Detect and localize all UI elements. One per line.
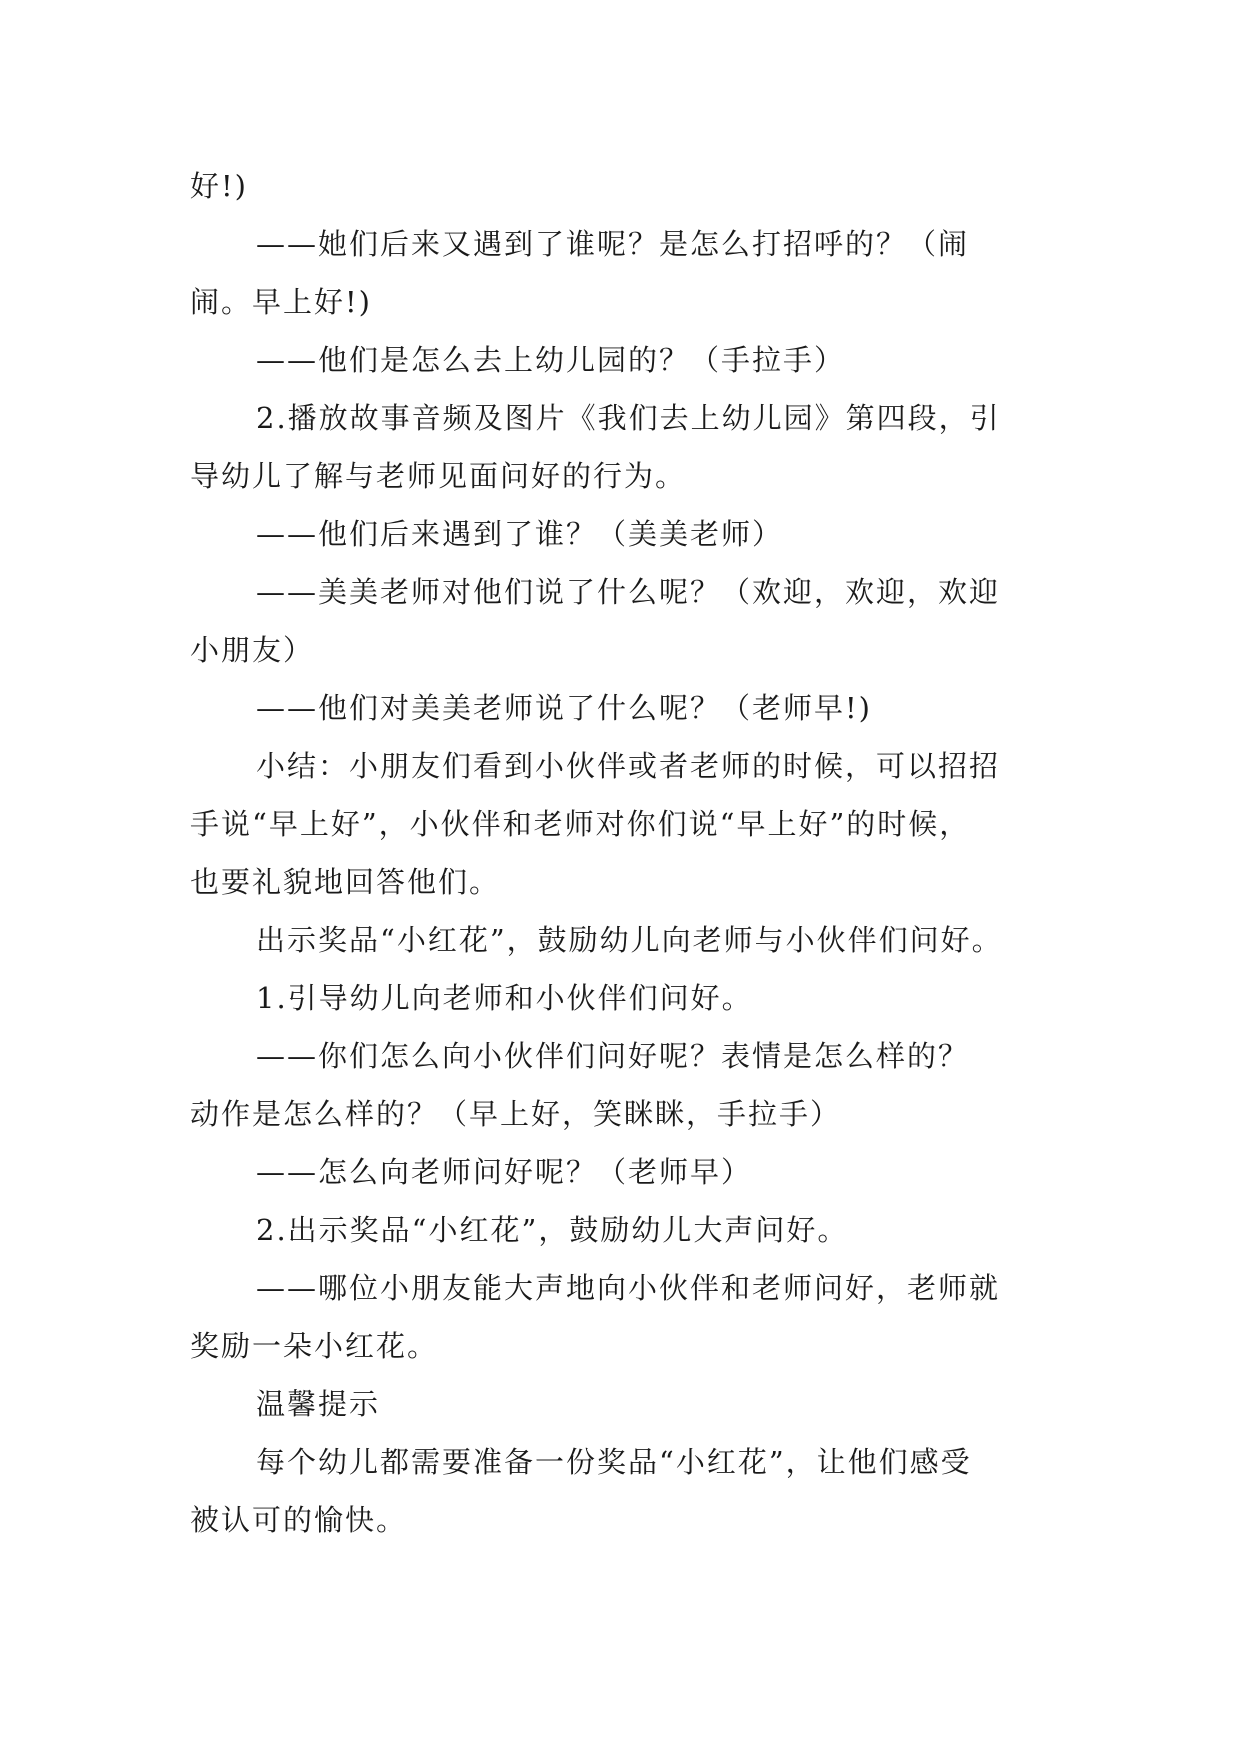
- text-line: ——她们后来又遇到了谁呢？是怎么打招呼的？（闹: [256, 227, 970, 261]
- text-line: ——你们怎么向小伙伴们问好呢？表情是怎么样的？: [256, 1039, 970, 1073]
- text-line: ——美美老师对他们说了什么呢？（欢迎，欢迎，欢迎: [256, 575, 1001, 609]
- text-line: 小朋友）: [190, 633, 315, 667]
- text-line: ——怎么向老师问好呢？（老师早）: [256, 1155, 753, 1189]
- text-line: 导幼儿了解与老师见面问好的行为。: [190, 459, 687, 493]
- text-line: ——他们后来遇到了谁？（美美老师）: [256, 517, 784, 551]
- text-line: 2.出示奖品“小红花”，鼓励幼儿大声问好。: [256, 1213, 849, 1247]
- text-line: ——他们对美美老师说了什么呢？（老师早!): [256, 691, 872, 725]
- text-line: 也要礼貌地回答他们。: [190, 865, 501, 899]
- text-line: 动作是怎么样的？（早上好，笑眯眯，手拉手）: [190, 1097, 842, 1131]
- text-line: 好!): [190, 169, 248, 203]
- section-heading: 温馨提示: [256, 1387, 381, 1421]
- text-line: 被认可的愉快。: [190, 1503, 408, 1537]
- text-line: 小结：小朋友们看到小伙伴或者老师的时候，可以招招: [256, 749, 1001, 783]
- text-line: 手说“早上好”，小伙伴和老师对你们说“早上好”的时候，: [190, 807, 971, 841]
- text-line: 奖励一朵小红花。: [190, 1329, 439, 1363]
- text-line: 闹。早上好!): [190, 285, 372, 319]
- text-line: ——哪位小朋友能大声地向小伙伴和老师问好，老师就: [256, 1271, 1001, 1305]
- text-line: ——他们是怎么去上幼儿园的？（手拉手）: [256, 343, 846, 377]
- text-line: 2.播放故事音频及图片《我们去上幼儿园》第四段，引: [256, 401, 1001, 435]
- text-line: 1.引导幼儿向老师和小伙伴们问好。: [256, 981, 753, 1015]
- text-line: 每个幼儿都需要准备一份奖品“小红花”，让他们感受: [256, 1445, 972, 1479]
- text-line: 出示奖品“小红花”，鼓励幼儿向老师与小伙伴们问好。: [256, 923, 1003, 957]
